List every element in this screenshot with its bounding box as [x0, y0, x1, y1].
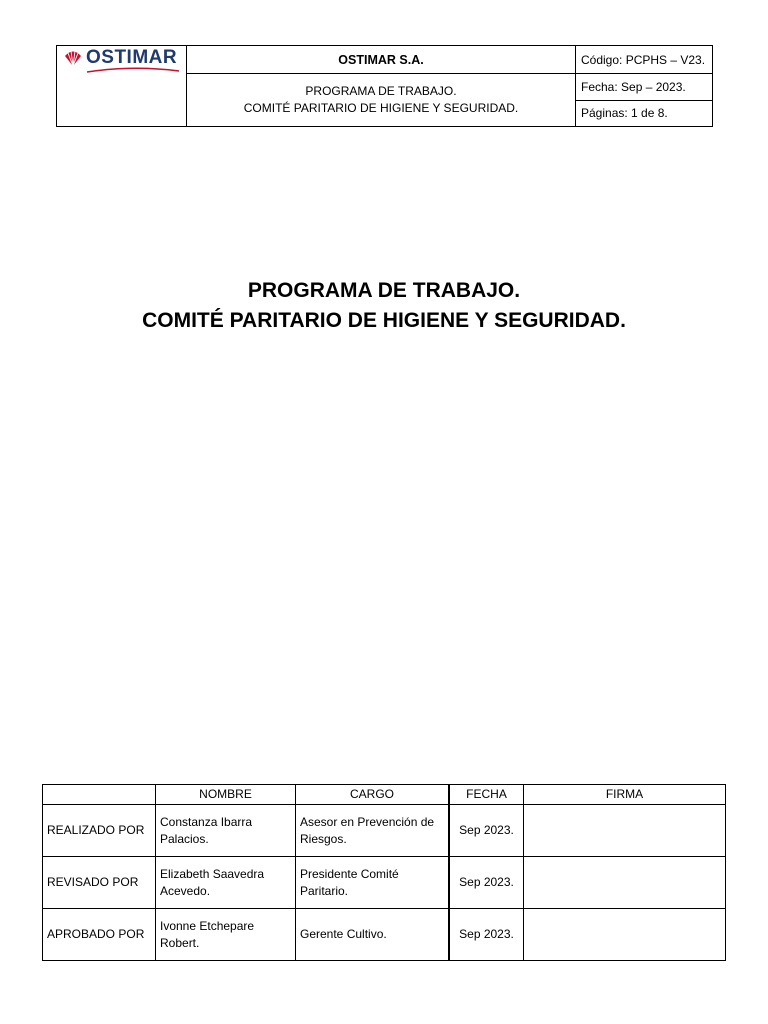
row-cargo: Presidente Comité Paritario. — [296, 857, 450, 909]
row-cargo: Gerente Cultivo. — [296, 909, 450, 961]
ostimar-logo — [63, 48, 186, 68]
row-firma — [524, 909, 726, 961]
row-firma — [524, 857, 726, 909]
codigo: Código: PCPHS – V23. — [576, 46, 713, 74]
table-row — [43, 909, 726, 961]
table-row — [43, 805, 726, 857]
row-role: APROBADO POR — [43, 909, 156, 961]
header-nombre: NOMBRE — [156, 785, 296, 805]
page-title — [0, 276, 768, 336]
row-role: REALIZADO POR — [43, 805, 156, 857]
row-fecha: Sep 2023. — [449, 857, 524, 909]
row-fecha: Sep 2023. — [449, 805, 524, 857]
logo-cell — [57, 46, 187, 127]
paginas: Páginas: 1 de 8. — [576, 100, 713, 126]
company-name: OSTIMAR S.A. — [187, 46, 576, 74]
program-line-1: PROGRAMA DE TRABAJO. — [305, 84, 457, 99]
title-line-1: PROGRAMA DE TRABAJO. — [247, 279, 521, 302]
row-firma — [524, 805, 726, 857]
table-row — [43, 857, 726, 909]
row-name: Ivonne Etchepare Robert. — [156, 909, 296, 961]
program-line-2: COMITÉ PARITARIO DE HIGIENE Y SEGURIDAD. — [243, 101, 519, 116]
row-fecha: Sep 2023. — [449, 909, 524, 961]
header-cargo: CARGO — [296, 785, 450, 805]
row-name: Elizabeth Saavedra Acevedo. — [156, 857, 296, 909]
program-title-cell — [187, 74, 576, 127]
header-firma: FIRMA — [524, 785, 726, 805]
header-fecha: FECHA — [449, 785, 524, 805]
row-role: REVISADO POR — [43, 857, 156, 909]
shell-icon — [63, 49, 83, 67]
title-line-2: COMITÉ PARITARIO DE HIGIENE Y SEGURIDAD. — [142, 309, 626, 332]
logo-text: OSTIMAR — [86, 47, 178, 68]
row-name: Constanza Ibarra Palacios. — [156, 805, 296, 857]
signature-table — [42, 784, 726, 961]
fecha: Fecha: Sep – 2023. — [576, 74, 713, 100]
header-role — [43, 785, 156, 805]
signature-header-row — [43, 785, 726, 805]
row-cargo: Asesor en Prevención de Riesgos. — [296, 805, 450, 857]
document-header — [56, 45, 713, 127]
